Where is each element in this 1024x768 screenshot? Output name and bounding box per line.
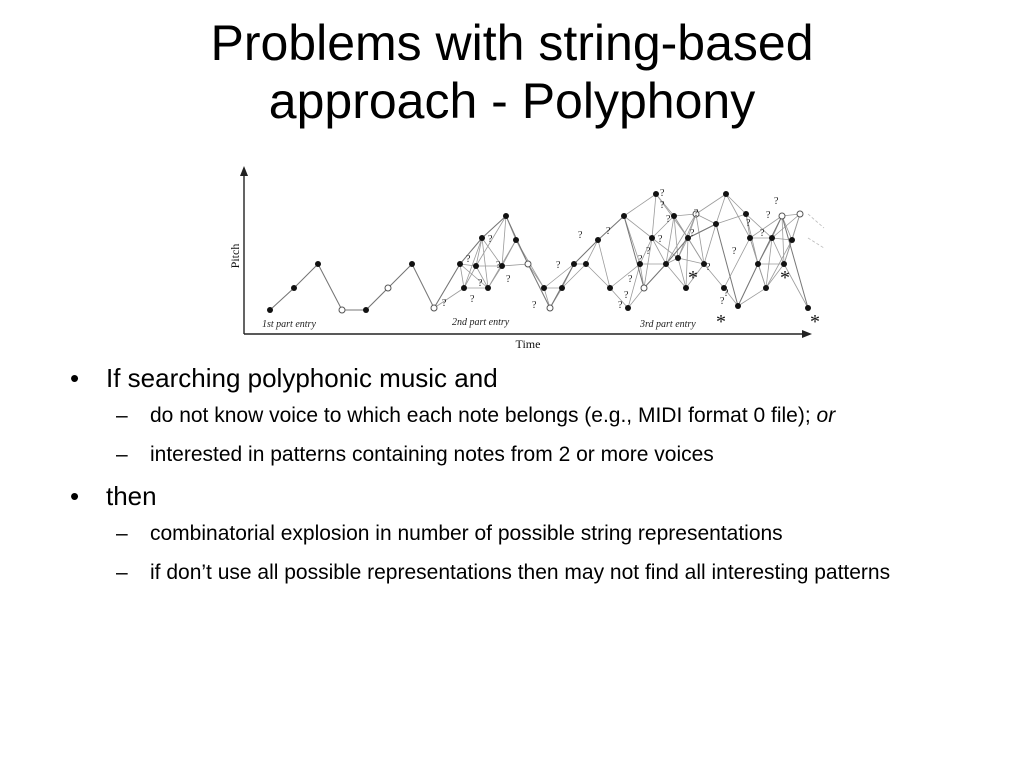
lattice-edge xyxy=(656,194,674,216)
open-note-point xyxy=(431,305,437,311)
open-note-point xyxy=(779,213,785,219)
lattice-edge xyxy=(586,264,610,288)
lattice-edge xyxy=(652,194,656,238)
melody-edge xyxy=(294,264,318,288)
lattice-edge xyxy=(502,264,528,266)
lattice-edge xyxy=(772,238,784,264)
lattice-edge xyxy=(562,264,586,288)
note-point xyxy=(513,237,519,243)
melody-edge xyxy=(366,288,388,310)
y-axis-label: Pitch xyxy=(228,243,242,269)
uncertain-marker: ? xyxy=(646,246,651,257)
lattice-edge xyxy=(724,238,750,288)
melody-edge xyxy=(482,216,506,238)
uncertain-marker: ? xyxy=(624,290,629,301)
note-point xyxy=(723,191,729,197)
uncertain-marker: ? xyxy=(760,228,765,239)
bullet-list xyxy=(70,360,970,596)
x-axis-label: Time xyxy=(515,337,541,351)
uncertain-marker: ? xyxy=(488,234,493,245)
sub-bullet-item xyxy=(106,400,970,432)
uncertain-marker: ? xyxy=(466,254,471,265)
sub-bullet-item xyxy=(106,518,970,550)
note-point xyxy=(503,213,509,219)
open-note-point xyxy=(385,285,391,291)
uncertain-marker: ? xyxy=(774,196,779,207)
lattice-edge xyxy=(624,216,652,238)
uncertain-marker: ? xyxy=(732,246,737,257)
sub-bullet-marker: – xyxy=(116,404,128,427)
sub-bullet-text: combinatorial explosion in number of possible string representations xyxy=(150,522,783,545)
open-note-point xyxy=(525,261,531,267)
slide-title xyxy=(60,14,964,130)
note-point xyxy=(291,285,297,291)
lattice-edge xyxy=(716,194,726,224)
note-point xyxy=(755,261,761,267)
uncertain-marker: ? xyxy=(442,298,447,309)
sub-bullet-marker: – xyxy=(116,561,128,584)
sub-bullet-list xyxy=(106,518,970,589)
lattice-edge xyxy=(598,240,610,288)
note-point xyxy=(607,285,613,291)
note-point xyxy=(671,213,677,219)
note-point xyxy=(409,261,415,267)
uncertain-marker: ? xyxy=(638,254,643,265)
note-point xyxy=(457,261,463,267)
entry-label-3: 3rd part entry xyxy=(640,319,696,330)
lattice-edge xyxy=(696,194,726,214)
note-point xyxy=(735,303,741,309)
sub-bullet-marker: – xyxy=(116,443,128,466)
pattern-marker: * xyxy=(716,311,726,333)
lattice-edge xyxy=(624,194,656,216)
bullet-item-1 xyxy=(70,360,970,471)
note-point xyxy=(743,211,749,217)
pattern-marker: * xyxy=(810,311,820,333)
pattern-marker: * xyxy=(688,267,698,289)
melody-edge xyxy=(318,264,342,310)
entry-label-2: 2nd part entry xyxy=(452,317,510,328)
bullet-text: If searching polyphonic music and xyxy=(106,363,498,393)
open-note-point xyxy=(339,307,345,313)
lattice-edge xyxy=(696,214,704,264)
note-point xyxy=(559,285,565,291)
melody-edge xyxy=(388,264,412,288)
note-point xyxy=(315,261,321,267)
note-point xyxy=(571,261,577,267)
bullet-item-2 xyxy=(70,478,970,589)
note-point xyxy=(479,235,485,241)
lattice-edge xyxy=(610,264,640,288)
open-note-point xyxy=(547,305,553,311)
melody-edge xyxy=(434,264,460,308)
uncertain-marker: ? xyxy=(532,300,537,311)
continuation-edge xyxy=(808,238,824,248)
uncertain-marker: ? xyxy=(660,200,665,211)
polyphony-diagram xyxy=(226,158,826,358)
title-line-2: approach - Polyphony xyxy=(268,73,756,129)
note-point xyxy=(653,191,659,197)
uncertain-marker: ? xyxy=(478,278,483,289)
uncertain-marker: ? xyxy=(694,208,699,219)
note-point xyxy=(541,285,547,291)
lattice-edge xyxy=(726,194,746,214)
sub-bullet-text: interested in patterns containing notes from 2 or more voices xyxy=(150,443,714,466)
melody-edge xyxy=(460,238,482,264)
melody-edge xyxy=(624,216,644,288)
note-point xyxy=(595,237,601,243)
sub-bullet-item xyxy=(106,439,970,471)
melody-edge xyxy=(574,240,598,264)
continuation-edge xyxy=(808,214,824,228)
note-point xyxy=(769,235,775,241)
uncertain-marker: ? xyxy=(606,226,611,237)
uncertain-marker: ? xyxy=(470,294,475,305)
pattern-marker: * xyxy=(780,267,790,289)
uncertain-marker: ? xyxy=(628,274,633,285)
open-note-point xyxy=(797,211,803,217)
sub-bullet-item xyxy=(106,557,970,589)
note-point xyxy=(363,307,369,313)
note-point xyxy=(473,263,479,269)
melody-edge xyxy=(270,288,294,310)
sub-bullet-text: if don’t use all possible representations then may not find all interesting patterns xyxy=(150,561,891,584)
note-point xyxy=(485,285,491,291)
uncertain-marker: ? xyxy=(660,188,665,199)
note-point xyxy=(461,285,467,291)
note-point xyxy=(675,255,681,261)
sub-bullet-emphasis: or xyxy=(816,404,836,427)
bullet-marker: • xyxy=(70,481,80,511)
entry-label-1: 1st part entry xyxy=(262,319,316,330)
lattice-edge xyxy=(628,264,640,308)
note-point xyxy=(649,235,655,241)
title-line-1: Problems with string-based xyxy=(210,15,814,71)
lattice-edge xyxy=(460,264,464,288)
lattice-edge xyxy=(704,224,716,264)
note-points xyxy=(267,188,820,333)
sub-bullet-text: do not know voice to which each note belongs (e.g., MIDI format 0 file); xyxy=(150,404,817,427)
note-point xyxy=(789,237,795,243)
uncertain-marker: ? xyxy=(720,296,725,307)
note-point xyxy=(747,235,753,241)
bullet-marker: • xyxy=(70,363,80,393)
uncertain-marker: ? xyxy=(746,218,751,229)
uncertain-marker: ? xyxy=(578,230,583,241)
uncertain-marker: ? xyxy=(496,260,501,271)
lattice-edge xyxy=(678,258,704,264)
y-axis-arrowhead xyxy=(240,166,248,176)
note-connections xyxy=(270,194,824,310)
bullet-text: then xyxy=(106,481,157,511)
uncertain-marker: ? xyxy=(666,214,671,225)
uncertain-marker: ? xyxy=(766,210,771,221)
sub-bullet-list xyxy=(106,400,970,471)
note-point xyxy=(625,305,631,311)
melody-edge xyxy=(412,264,434,308)
sub-bullet-marker: – xyxy=(116,522,128,545)
lattice-edge xyxy=(434,288,464,308)
uncertain-marker: ? xyxy=(618,300,623,311)
open-note-point xyxy=(641,285,647,291)
polyphony-figure xyxy=(226,158,826,358)
note-point xyxy=(713,221,719,227)
lattice-edge xyxy=(586,240,598,264)
note-point xyxy=(583,261,589,267)
note-point xyxy=(763,285,769,291)
melody-edge xyxy=(598,216,624,240)
uncertain-marker: ? xyxy=(724,288,729,299)
uncertain-marker: ? xyxy=(506,274,511,285)
note-point xyxy=(621,213,627,219)
uncertain-marker: ? xyxy=(706,262,711,273)
uncertain-marker: ? xyxy=(556,260,561,271)
note-point xyxy=(663,261,669,267)
note-point xyxy=(267,307,273,313)
uncertain-marker: ? xyxy=(658,234,663,245)
uncertain-marker: ? xyxy=(690,228,695,239)
